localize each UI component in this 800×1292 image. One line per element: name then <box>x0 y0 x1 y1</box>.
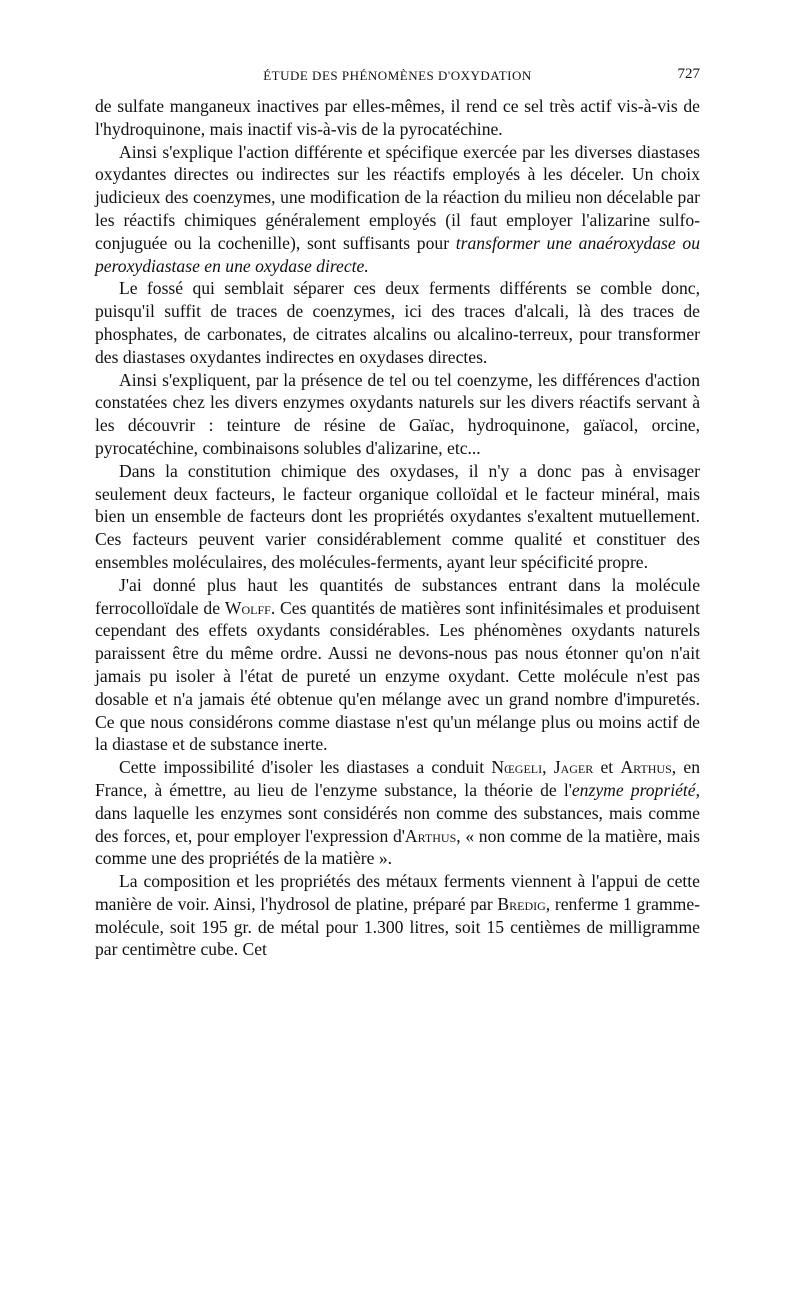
text-run: Le fossé qui semblait séparer ces deux ferments différents se comble donc, puisqu'il suffit de traces de coenzymes, ici des traces d'alcali, là des traces de phosphates, de carbonates, de citrates alcalins ou alcalino-terreux, pour transformer des diastases oxydantes indirectes en oxydases directes. <box>95 278 700 367</box>
paragraph <box>95 95 700 141</box>
text-run: Dans la constitution chimique des oxydases, il n'y a donc pas à envisager seulement deux facteurs, le facteur organique colloïdal et le facteur minéral, mais bien un ensemble de facteurs dont les propriétés oxydantes s'exaltent mutuellement. Ces facteurs peuvent varier considérablement comme qualité et constituer des ensembles moléculaires, des molécules-ferments, ayant leur spécificité propre. <box>95 460 700 572</box>
text-run: de sulfate manganeux inactives par elles-mêmes, il rend ce sel très actif vis-à-vis de l'hydroquinone, mais inactif vis-à-vis de la pyrocatéchine. <box>95 96 700 139</box>
text-run: , renferme 1 gramme-molécule, soit 195 gr. de métal pour 1.300 litres, soit 15 centièmes de milligramme par centimètre cube. Cet <box>95 893 700 960</box>
text-run: Ainsi s'expliquent, par la présence de tel ou tel coenzyme, les différences d'action constatées chez les divers enzymes oxydants naturels sur les divers réactifs servant à les découvrir : teinture de résine de Gaïac, hydroquinone, gaïacol, orcine, pyrocatéchine, combinaisons solubles d'alizarine, etc... <box>95 369 700 458</box>
small-caps-name: Wolff <box>224 597 271 618</box>
text-run: Ainsi s'explique l'action différente et spécifique exercée par les diverses diastases oxydantes directes ou indirectes sur les réactifs employés à les déceler. Un choix judicieux des coenzymes, une modification de la réaction du milieu non décelable par les réactifs chimiques généralement employés (il faut employer l'alizarine sulfo-conjuguée ou la cochenille), sont suffisants pour <box>95 141 700 253</box>
running-title: ÉTUDE DES PHÉNOMÈNES D'OXYDATION <box>263 68 532 83</box>
text-run: . Ces quantités de matières sont infinitésimales et produisent cependant des effets oxydants considérables. Les phénomènes oxydants naturels paraissent être du même ordre. Aussi ne devons-nous pas nous étonner qu'on n'ait jamais pu isoler à l'état de pureté un enzyme oxydant. Cette molécule n'est pas dosable et n'a jamais été obtenue qu'en mélange avec un grand nombre d'impuretés. Ce que nous considérons comme diastase n'est qu'un mélange plus ou moins actif de la diastase et de substance inerte. <box>95 597 700 755</box>
italic-run: enzyme propriété <box>571 779 696 800</box>
text-run: J'ai donné plus haut les quantités de substances entrant dans la molécule ferrocolloïdale de <box>95 574 700 618</box>
text-run: La composition et les propriétés des métaux ferments viennent à l'appui de cette manière de voir. Ainsi, l'hydrosol de platine, préparé par <box>95 871 700 914</box>
text-run: , en France, à émettre, au lieu de l'enzyme substance, la théorie de l' <box>95 757 701 800</box>
paragraph <box>95 756 700 870</box>
text-run: , dans laquelle les enzymes sont considérés non comme des substances, mais comme des forces, et, pour employer l'expression d' <box>95 779 700 846</box>
italic-run: transformer une anaéroxydase ou peroxydiastase en une oxydase directe. <box>95 232 700 276</box>
text-run: Cette impossibilité d'isoler les diastases a conduit <box>119 757 492 778</box>
text-run: et <box>593 757 621 778</box>
paragraph <box>95 870 700 961</box>
small-caps-name: Arthus <box>620 757 672 778</box>
text-run: , <box>542 757 554 778</box>
paragraph <box>95 369 700 460</box>
page-header <box>95 66 700 86</box>
small-caps-name: Bredig <box>497 893 546 914</box>
paragraph <box>95 141 700 278</box>
text-run: , « non comme de la matière, mais comme une des propriétés de la matière ». <box>95 825 700 869</box>
small-caps-name: Arthus <box>404 825 457 846</box>
paragraph <box>95 574 700 756</box>
paragraph <box>95 277 700 368</box>
paragraph <box>95 460 700 574</box>
body-text <box>95 95 700 961</box>
small-caps-name: Jager <box>553 757 594 778</box>
page-number: 727 <box>677 66 700 82</box>
small-caps-name: Nœgeli <box>491 757 543 778</box>
